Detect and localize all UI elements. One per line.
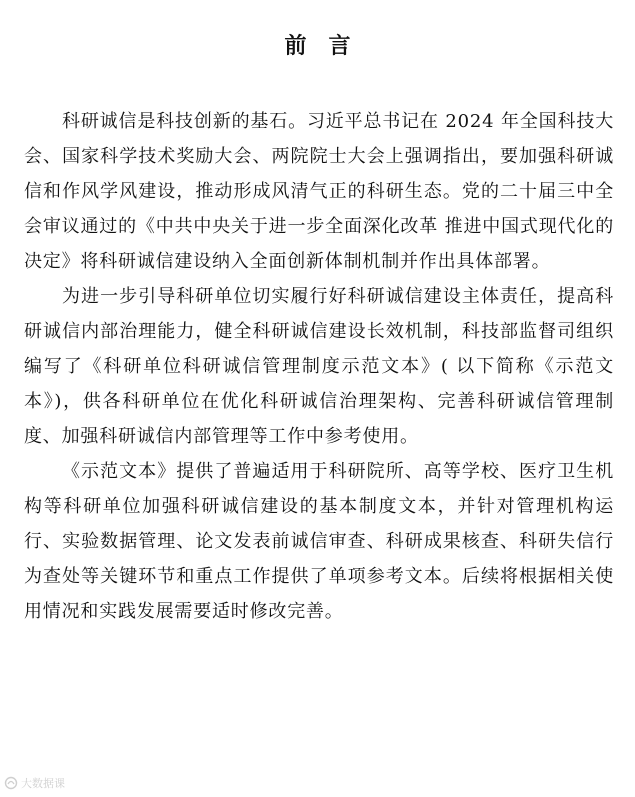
watermark [4, 774, 65, 792]
paragraph-2: 为进一步引导科研单位切实履行好科研诚信建设主体责任，提高科研诚信内部治理能力，健全科研诚信建设长效机制，科技部监督司组织编写了《科研单位科研诚信管理制度示范文本》( 以下简称《示范文本》)，供各科研单位在优化科研诚信治理架构、完善科研诚信管理制度、加强科研诚信内部管理等工作中参考使用。 [24, 286, 614, 447]
page-title: 前言 [284, 34, 373, 59]
brand-logo-icon [4, 776, 18, 790]
watermark-text: 大数据课 [21, 777, 65, 790]
paragraph-1: 科研诚信是科技创新的基石。习近平总书记在 2024 年全国科技大会、国家科学技术奖励大会、两院院士大会上强调指出，要加强科研诚信和作风学风建设，推动形成风清气正的科研生态。党的二十届三中全会审议通过的《中共中央关于进一步全面深化改革 推进中国式现代化的决定》将科研诚信建设纳入全面创新体制机制并作出具体部署。 [24, 111, 614, 272]
paragraph-3: 《示范文本》提供了普遍适用于科研院所、高等学校、医疗卫生机构等科研单位加强科研诚信建设的基本制度文本，并针对管理机构运行、实验数据管理、论文发表前诚信审查、科研成果核查、科研失信行为查处等关键环节和重点工作提供了单项参考文本。后续将根据相关使用情况和实践发展需要适时修改完善。 [24, 461, 614, 622]
document-body [24, 104, 614, 629]
